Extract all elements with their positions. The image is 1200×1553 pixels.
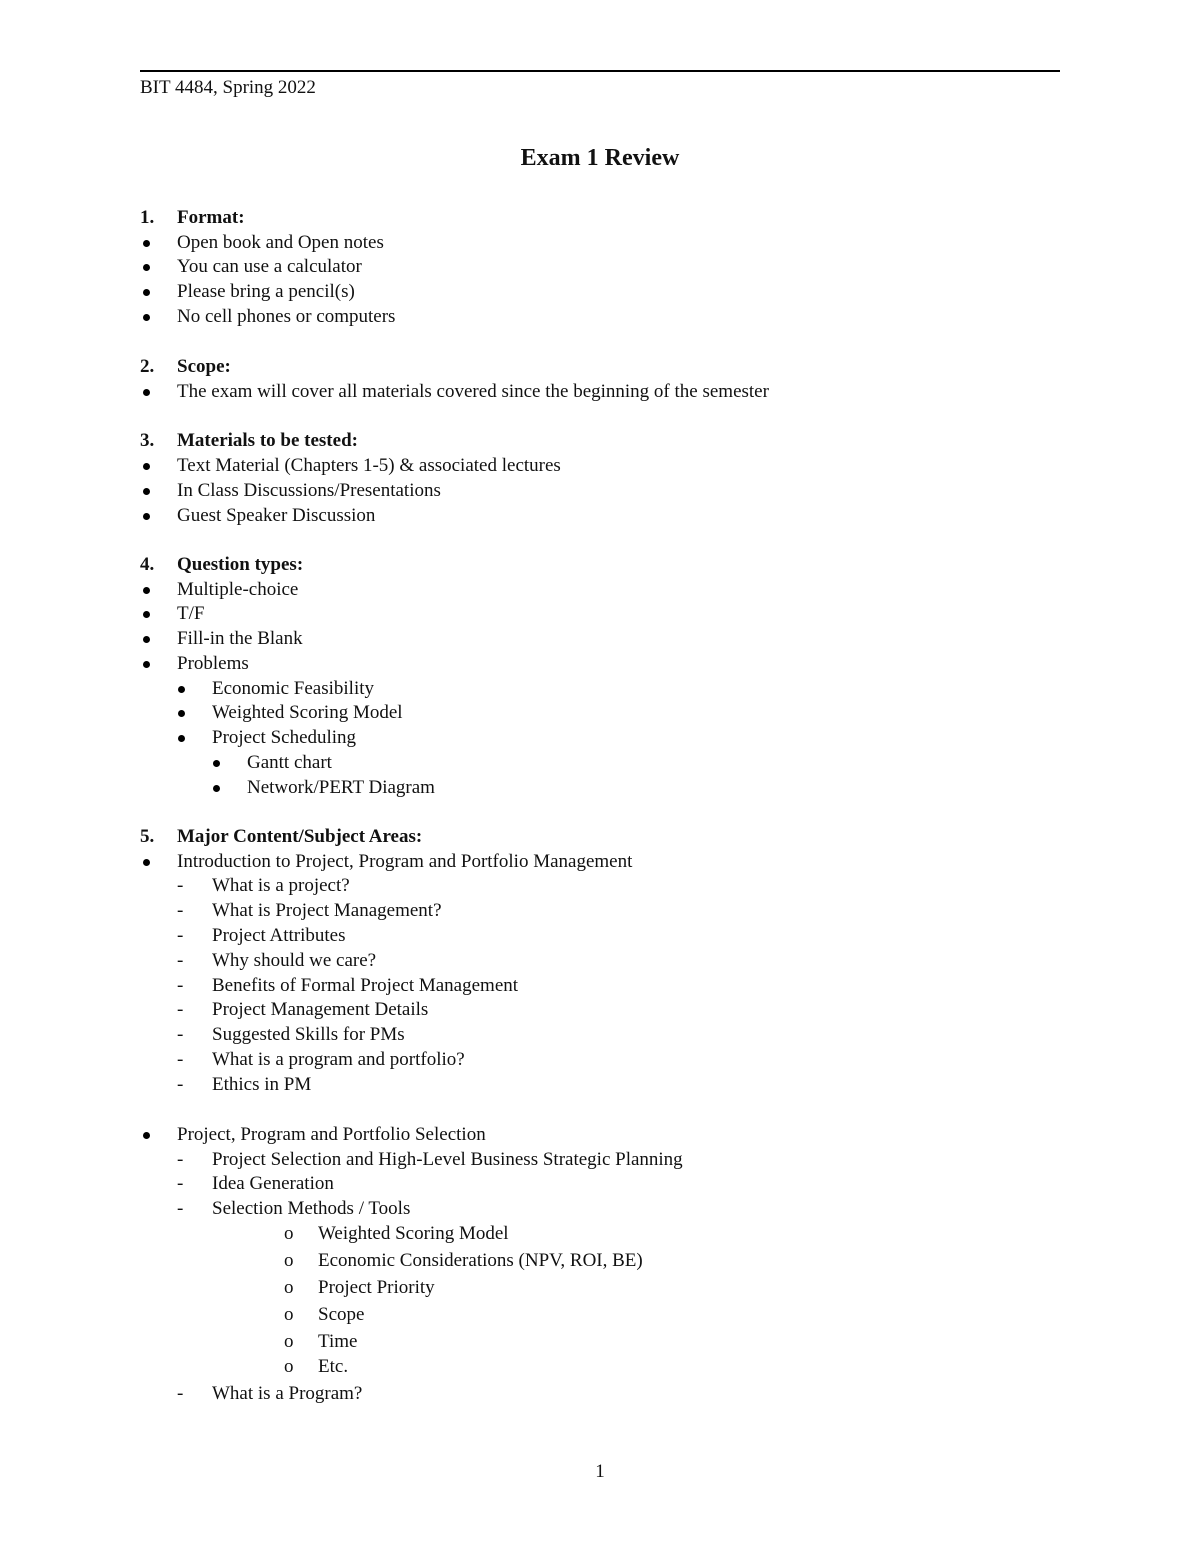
dash-icon: - <box>177 1149 184 1170</box>
circle-bullet-icon: o <box>284 1223 294 1244</box>
list-item: Guest Speaker Discussion <box>177 505 376 526</box>
bullet-icon <box>143 587 150 594</box>
bullet-icon <box>143 661 150 668</box>
bullet-icon <box>213 760 220 767</box>
list-item: What is a program and portfolio? <box>212 1049 465 1070</box>
list-item: What is a project? <box>212 875 350 896</box>
list-item: Open book and Open notes <box>177 232 384 253</box>
bullet-icon <box>143 240 150 247</box>
list-item: Economic Feasibility <box>212 678 375 699</box>
section-heading: Scope: <box>177 356 231 377</box>
list-item: What is Project Management? <box>212 900 442 921</box>
dash-icon: - <box>177 875 184 896</box>
dash-icon: - <box>177 1198 184 1219</box>
bullet-icon <box>213 785 220 792</box>
list-item: What is a Program? <box>212 1383 363 1404</box>
section-number: 3. <box>140 430 155 451</box>
bullet-icon <box>143 859 150 866</box>
bullet-icon <box>143 488 150 495</box>
bullet-icon <box>178 735 185 742</box>
page-title: Exam 1 Review <box>520 145 680 171</box>
list-item: Time <box>318 1331 358 1352</box>
section-number: 2. <box>140 356 155 377</box>
circle-bullet-icon: o <box>284 1331 294 1352</box>
page-number: 1 <box>595 1461 605 1482</box>
list-item: Please bring a pencil(s) <box>177 281 355 302</box>
list-item: You can use a calculator <box>177 256 362 277</box>
dash-icon: - <box>177 1383 184 1404</box>
bullet-icon <box>143 314 150 321</box>
list-item: Why should we care? <box>212 950 377 971</box>
dash-icon: - <box>177 1024 184 1045</box>
section-number: 4. <box>140 554 155 575</box>
section-number: 1. <box>140 207 155 228</box>
list-item: T/F <box>177 603 205 624</box>
dash-icon: - <box>177 900 184 921</box>
list-item: Idea Generation <box>212 1173 334 1194</box>
list-item: Project, Program and Portfolio Selection <box>177 1124 486 1145</box>
circle-bullet-icon: o <box>284 1356 294 1377</box>
dash-icon: - <box>177 999 184 1020</box>
section-heading: Format: <box>177 207 245 228</box>
list-item: Multiple-choice <box>177 579 299 600</box>
circle-bullet-icon: o <box>284 1304 294 1325</box>
list-item: Economic Considerations (NPV, ROI, BE) <box>318 1250 643 1271</box>
list-item: Selection Methods / Tools <box>212 1198 411 1219</box>
list-item: Weighted Scoring Model <box>212 702 403 723</box>
list-item: Network/PERT Diagram <box>247 777 435 798</box>
bullet-icon <box>143 389 150 396</box>
bullet-icon <box>143 463 150 470</box>
section-heading: Major Content/Subject Areas: <box>177 826 423 847</box>
bullet-icon <box>143 289 150 296</box>
list-item: Project Priority <box>318 1277 435 1298</box>
list-item: Suggested Skills for PMs <box>212 1024 405 1045</box>
dash-icon: - <box>177 1049 184 1070</box>
list-item: Introduction to Project, Program and Portfolio Management <box>177 851 633 872</box>
list-item: Problems <box>177 653 249 674</box>
bullet-icon <box>178 686 185 693</box>
bullet-icon <box>178 710 185 717</box>
list-item: Weighted Scoring Model <box>318 1223 509 1244</box>
list-item: Project Management Details <box>212 999 429 1020</box>
list-item: Benefits of Formal Project Management <box>212 975 519 996</box>
section-number: 5. <box>140 826 155 847</box>
course-header: BIT 4484, Spring 2022 <box>140 77 316 98</box>
header-rule <box>140 70 1060 72</box>
list-item: Gantt chart <box>247 752 332 773</box>
bullet-icon <box>143 264 150 271</box>
list-item: Etc. <box>318 1356 349 1377</box>
list-item: Project Selection and High-Level Business Strategic Planning <box>212 1149 683 1170</box>
section-heading: Materials to be tested: <box>177 430 358 451</box>
list-item: No cell phones or computers <box>177 306 396 327</box>
list-item: In Class Discussions/Presentations <box>177 480 441 501</box>
bullet-icon <box>143 1132 150 1139</box>
list-item: The exam will cover all materials covered since the beginning of the semester <box>177 381 769 402</box>
dash-icon: - <box>177 925 184 946</box>
dash-icon: - <box>177 1173 184 1194</box>
list-item: Ethics in PM <box>212 1074 312 1095</box>
dash-icon: - <box>177 950 184 971</box>
bullet-icon <box>143 611 150 618</box>
list-item: Scope <box>318 1304 365 1325</box>
dash-icon: - <box>177 975 184 996</box>
bullet-icon <box>143 636 150 643</box>
list-item: Fill-in the Blank <box>177 628 303 649</box>
circle-bullet-icon: o <box>284 1277 294 1298</box>
section-heading: Question types: <box>177 554 304 575</box>
circle-bullet-icon: o <box>284 1250 294 1271</box>
list-item: Project Scheduling <box>212 727 357 748</box>
list-item: Project Attributes <box>212 925 346 946</box>
bullet-icon <box>143 513 150 520</box>
list-item: Text Material (Chapters 1-5) & associated lectures <box>177 455 561 476</box>
dash-icon: - <box>177 1074 184 1095</box>
